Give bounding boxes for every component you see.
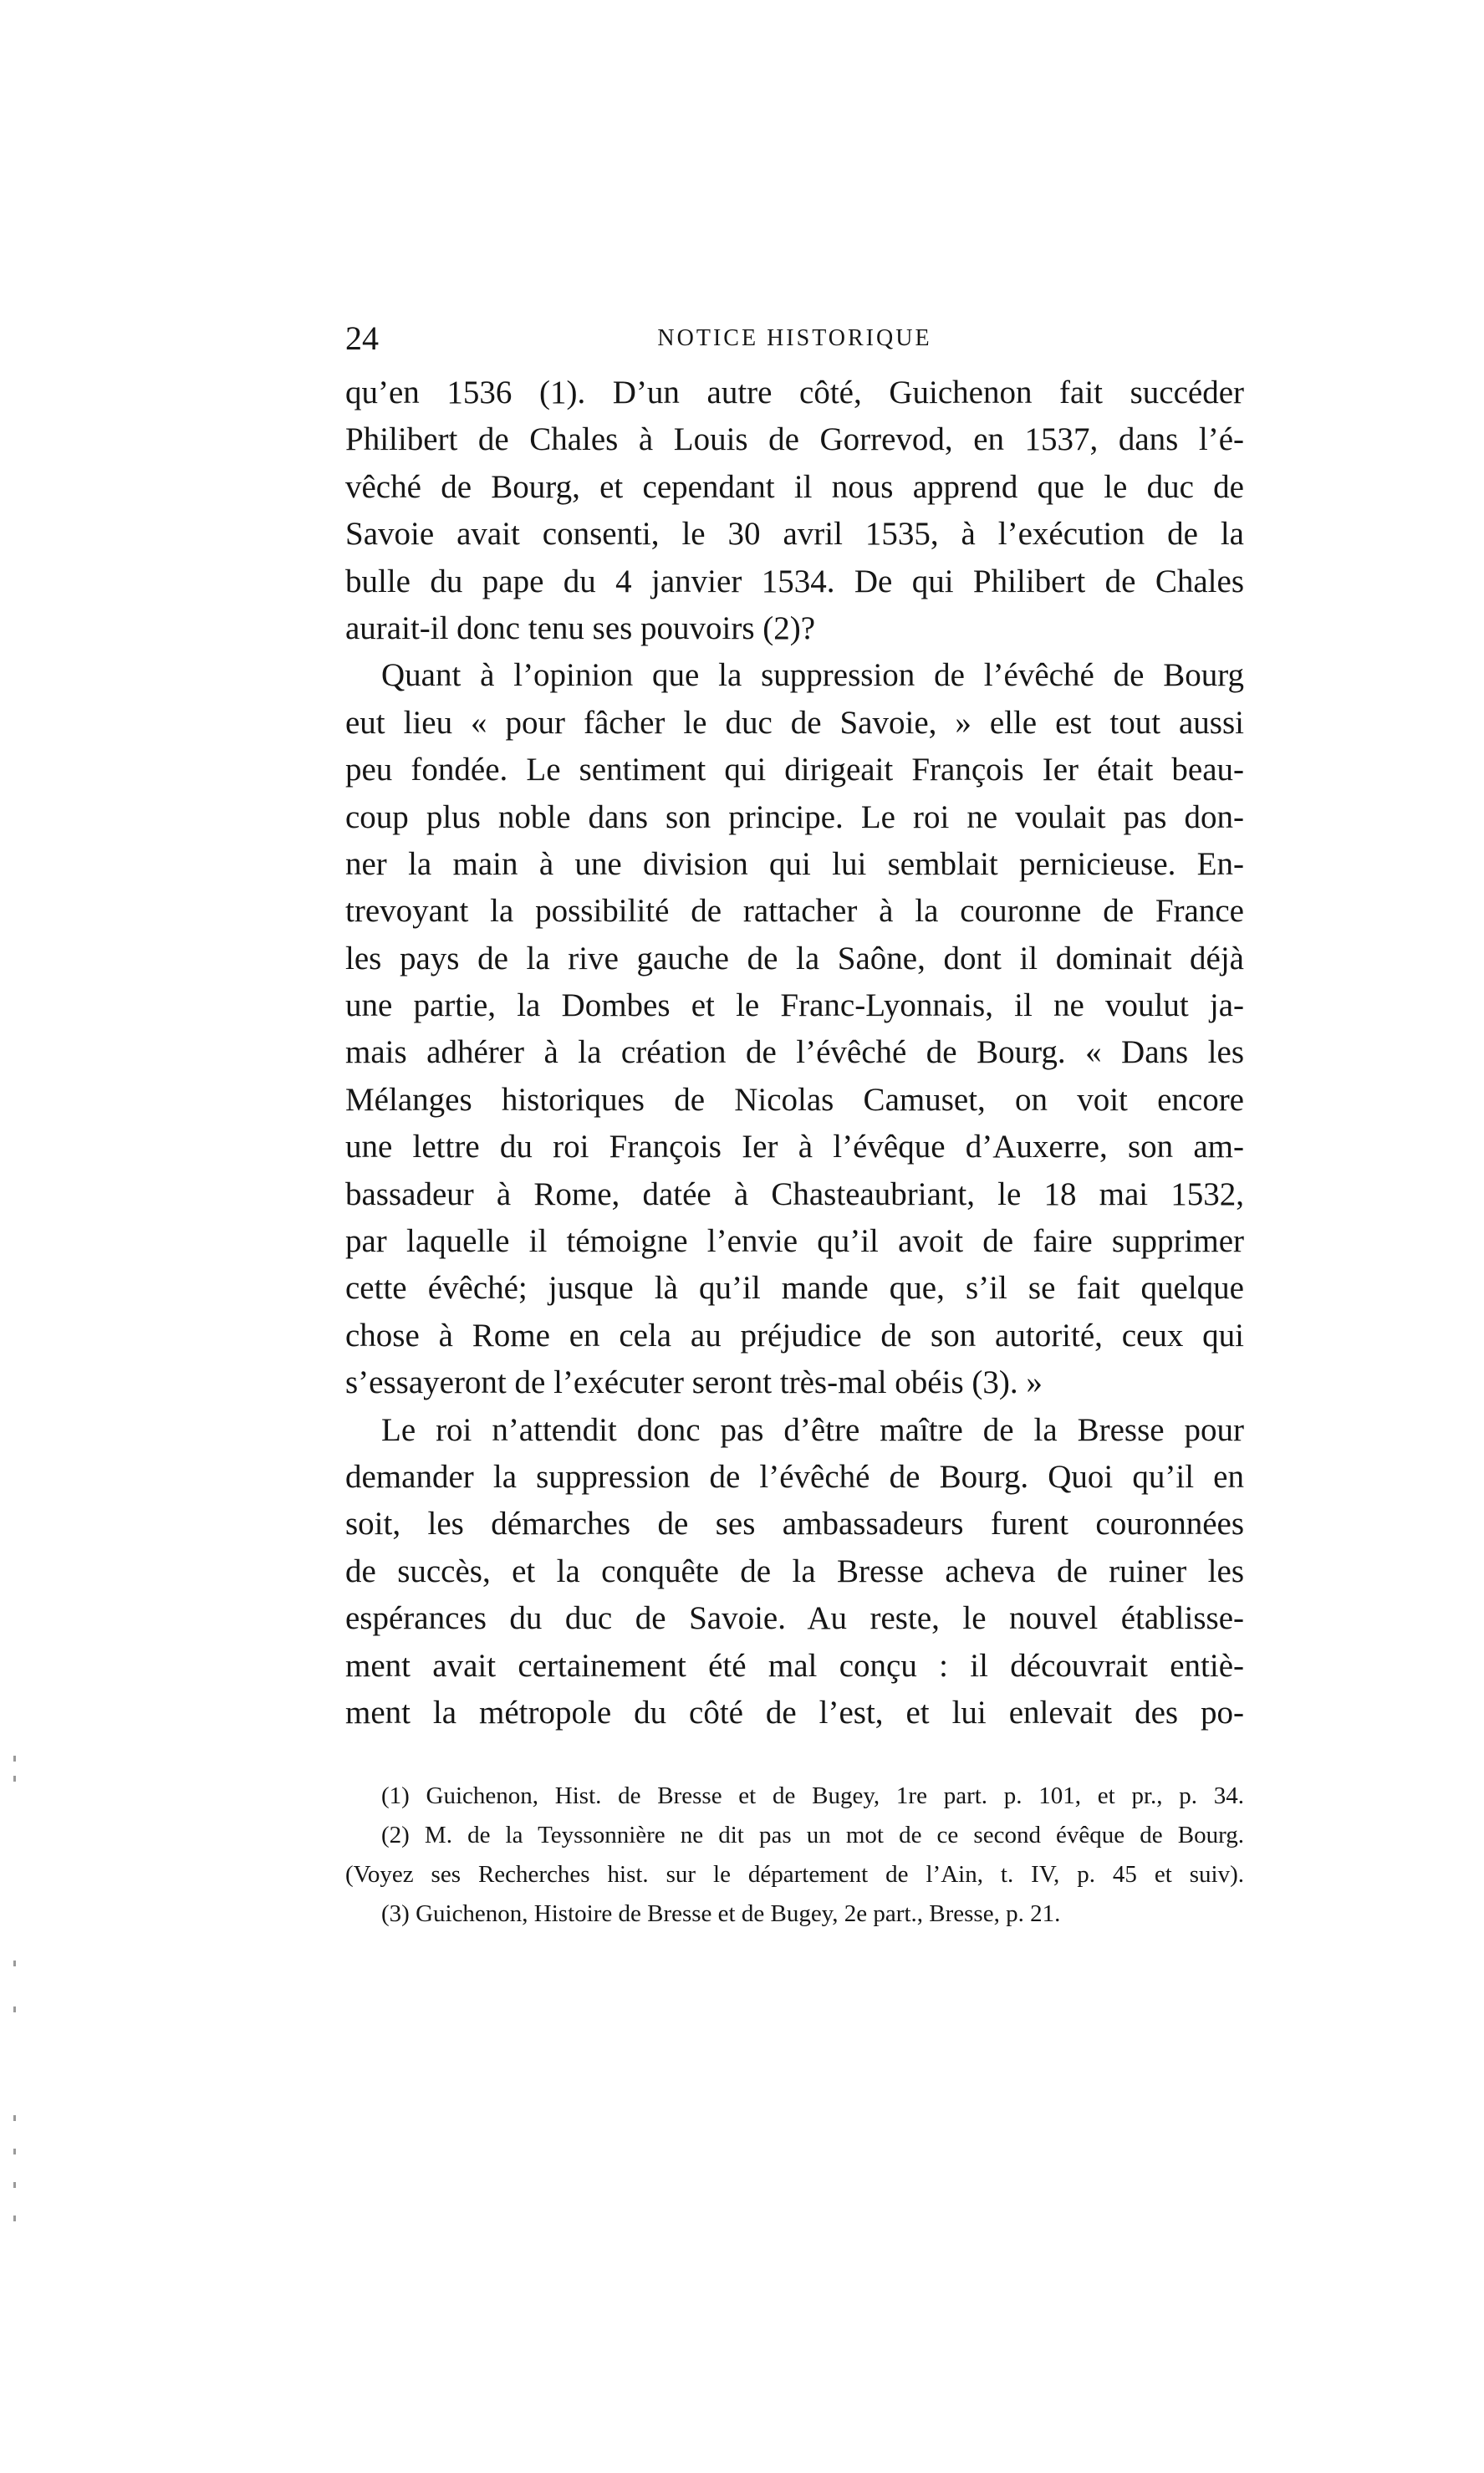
page-number: 24 [345,319,379,357]
text-line: trevoyant la possibilité de rattacher à la couronne de France [345,893,1244,930]
footnote-1: (1) Guichenon, Hist. de Bresse et de Bugey, 1re part. p. 101, et pr., p. 34. [381,1782,1244,1809]
margin-speck [13,1776,16,1782]
text-line: Mélanges historiques de Nicolas Camuset, on voit encore [345,1081,1244,1118]
text-line: bassadeur à Rome, datée à Chasteaubriant, le 18 mai 1532, [345,1175,1244,1212]
text-line: qu’en 1536 (1). D’un autre côté, Guichenon fait succéder [345,375,1244,410]
text-line: vêché de Bourg, et cependant il nous apprend que le duc de [345,468,1244,505]
text-line: soit, les démarches de ses ambassadeurs furent couronnées [345,1506,1244,1542]
text-line: par laquelle il témoigne l’envie qu’il avoit de faire supprimer [345,1223,1244,1260]
text-line: mais adhérer à la création de l’évêché de Bourg. « Dans les [345,1034,1244,1071]
body-text [345,370,1244,1736]
margin-speck [13,2182,16,2188]
page-header [345,314,1244,364]
text-line: demander la suppression de l’évêché de Bourg. Quoi qu’il en [345,1458,1244,1495]
text-line: Le roi n’attendit donc pas d’être maître de la Bresse pour [381,1411,1244,1448]
footnote-3: (3) Guichenon, Histoire de Bresse et de Bugey, 2e part., Bresse, p. 21. [381,1900,1061,1927]
margin-speck [13,2216,16,2221]
footnote-2: (2) M. de la Teyssonnière ne dit pas un mot de ce second évêque de Bourg. [381,1822,1244,1848]
footnote-2-continued: (Voyez ses Recherches hist. sur le département de l’Ain, t. IV, p. 45 et suiv). [345,1861,1244,1888]
text-line: Quant à l’opinion que la suppression de l’évêché de Bourg [381,657,1244,694]
text-line: eut lieu « pour fâcher le duc de Savoie, » elle est tout aussi [345,704,1244,741]
text-line: Philibert de Chales à Louis de Gorrevod, en 1537, dans l’é- [345,421,1244,458]
text-line: ner la main à une division qui lui semblait pernicieuse. En- [345,845,1244,882]
margin-speck [13,1961,16,1966]
text-line: de succès, et la conquête de la Bresse acheva de ruiner les [345,1553,1244,1589]
text-line: Savoie avait consenti, le 30 avril 1535, à l’exécution de la [345,516,1244,553]
margin-speck [13,2115,16,2121]
margin-speck [13,1756,16,1762]
margin-speck [13,2006,16,2012]
text-line: une lettre du roi François Ier à l’évêque d’Auxerre, son am- [345,1129,1244,1165]
text-line: ment la métropole du côté de l’est, et lui enlevait des po- [345,1694,1244,1731]
text-line: espérances du duc de Savoie. Au reste, le nouvel établisse- [345,1600,1244,1637]
footnotes [345,1777,1244,1934]
text-line: bulle du pape du 4 janvier 1534. De qui Philibert de Chales [345,563,1244,599]
text-line: chose à Rome en cela au préjudice de son autorité, ceux qui [345,1317,1244,1354]
text-line: une partie, la Dombes et le Franc-Lyonnais, il ne voulut ja- [345,987,1244,1024]
text-line: peu fondée. Le sentiment qui dirigeait François Ier était beau- [345,752,1244,788]
text-line: ment avait certainement été mal conçu : il découvrait entiè- [345,1647,1244,1684]
margin-specks [5,1756,30,2224]
text-line: s’essayeront de l’exécuter seront très-mal obéis (3). » [345,1364,1043,1401]
text-line: coup plus noble dans son principe. Le roi ne voulait pas don- [345,798,1244,835]
running-title: NOTICE HISTORIQUE [657,325,932,351]
margin-speck [13,2149,16,2154]
text-line: cette évêché; jusque là qu’il mande que, s’il se fait quelque [345,1270,1244,1307]
text-line: les pays de la rive gauche de la Saône, dont il dominait déjà [345,940,1244,976]
text-line: aurait-il donc tenu ses pouvoirs (2)? [345,609,816,646]
